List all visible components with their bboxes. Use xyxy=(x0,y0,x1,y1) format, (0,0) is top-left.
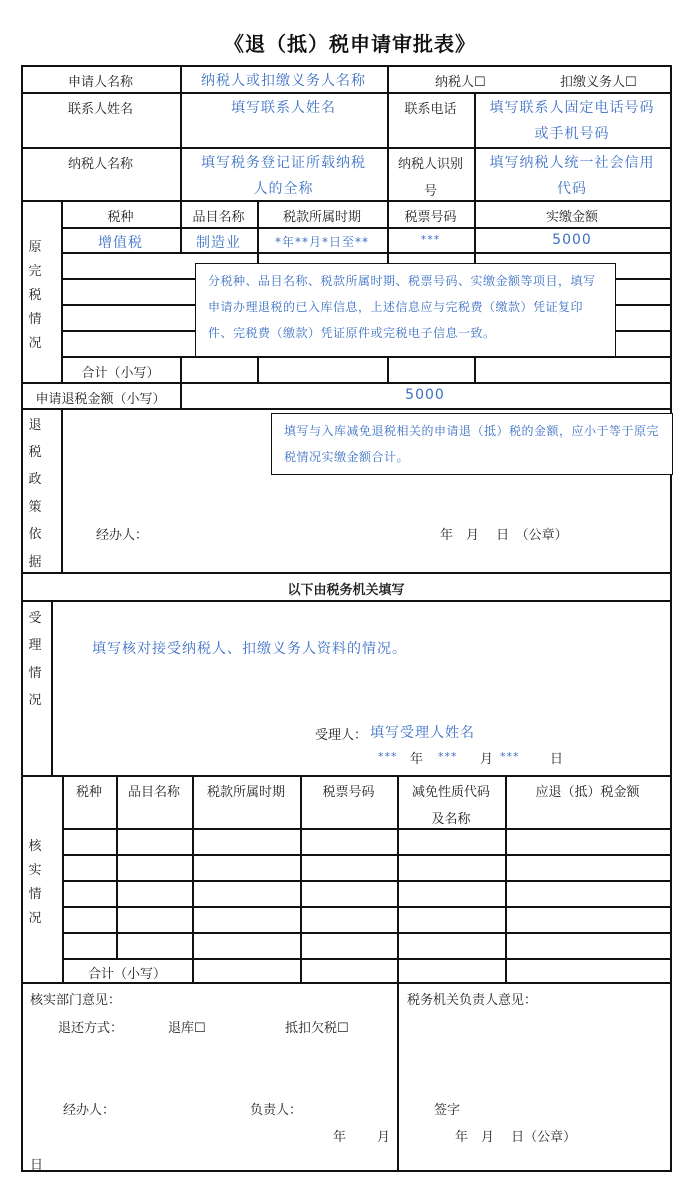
row1-ticket-number[interactable]: *** xyxy=(420,233,441,246)
dept-handler-label: 经办人： xyxy=(63,1103,116,1118)
section-char: 原 xyxy=(28,240,42,255)
applicant-name-field[interactable]: 纳税人或扣缴义务人名称 xyxy=(201,73,366,89)
head-opinion-label: 税务机关负责人意见： xyxy=(407,993,538,1008)
header-item-name: 品目名称 xyxy=(192,210,245,225)
section-char: 税 xyxy=(28,445,42,460)
date-year-label: 年 xyxy=(410,752,424,767)
v-header-exemption-code: 减免性质代码 xyxy=(411,785,490,800)
acceptance-note-field[interactable]: 填写核对接受纳税人、扣缴义务人资料的情况。 xyxy=(92,641,407,657)
row1-tax-period[interactable]: *年**月*日至** xyxy=(274,235,369,249)
original-total-label: 合计（小写） xyxy=(81,366,160,381)
contact-name-label: 联系人姓名 xyxy=(67,102,133,117)
dept-date-year: 年 xyxy=(333,1130,347,1145)
section-char: 情 xyxy=(28,312,42,327)
refund-amount-field[interactable]: 5000 xyxy=(405,387,445,403)
policy-date-stamp: 年 月 日 （公章） xyxy=(440,528,568,543)
section-char: 实 xyxy=(28,863,42,878)
dept-date-month: 月 xyxy=(377,1130,391,1145)
dept-opinion-label: 核实部门意见： xyxy=(30,993,122,1008)
taxpayer-id-line1: 填写纳税人统一社会信用 xyxy=(489,155,655,171)
section-char: 况 xyxy=(28,336,42,351)
date-day-value[interactable]: *** xyxy=(500,750,520,763)
dept-responsible-label: 负责人： xyxy=(250,1103,303,1118)
taxpayer-name-line1: 填写税务登记证所载纳税 xyxy=(201,155,366,171)
head-date-stamp: 年 月 日（公章） xyxy=(455,1130,577,1145)
v-header-exemption-code-2: 及名称 xyxy=(431,812,471,827)
v-header-tax-period: 税款所属时期 xyxy=(206,785,285,800)
offset-arrears-checkbox[interactable]: 抵扣欠税☐ xyxy=(285,1021,349,1036)
taxpayer-id-label-1: 纳税人识别 xyxy=(397,157,463,172)
original-tax-hint-callout: 分税种、品目名称、税款所属时期、税票号码、实缴金额等项目，填写申请办理退税的已入库信息，上述信息应与完税费（缴款）凭证复印件、完税费（缴款）凭证原件或完税电子信息一致。 xyxy=(195,263,616,357)
section-char: 受 xyxy=(28,611,42,626)
section-char: 退 xyxy=(28,418,42,433)
section-char: 况 xyxy=(28,693,42,708)
date-day-label: 日 xyxy=(550,752,564,767)
contact-name-field[interactable]: 填写联系人姓名 xyxy=(231,100,336,116)
form-title: 《退（抵）税申请审批表》 xyxy=(224,32,476,56)
section-char: 依 xyxy=(28,527,42,542)
date-year-value[interactable]: *** xyxy=(378,750,398,763)
refund-method-label: 退还方式： xyxy=(58,1021,124,1036)
v-header-ticket-number: 税票号码 xyxy=(322,785,375,800)
row1-paid-amount[interactable]: 5000 xyxy=(552,232,592,248)
section-char: 理 xyxy=(28,638,42,653)
applicant-name-label: 申请人名称 xyxy=(67,75,133,90)
row1-item-name[interactable]: 制造业 xyxy=(196,235,241,251)
tax-office-section-header: 以下由税务机关填写 xyxy=(287,583,405,598)
header-paid-amount: 实缴金额 xyxy=(545,210,598,225)
policy-hint-callout: 填写与入库减免退税相关的申请退（抵）税的金额，应小于等于原完税情况实缴金额合计。 xyxy=(271,413,673,475)
taxpayer-name-label: 纳税人名称 xyxy=(67,157,133,172)
v-header-refund-amount: 应退（抵）税金额 xyxy=(535,785,640,800)
receiver-label: 受理人： xyxy=(315,728,368,743)
section-char: 据 xyxy=(28,555,42,570)
section-char: 核 xyxy=(28,839,42,854)
contact-phone-line2: 或手机号码 xyxy=(534,126,610,142)
taxpayer-id-label-2: 号 xyxy=(423,184,437,199)
section-char: 策 xyxy=(28,500,42,515)
header-tax-period: 税款所属时期 xyxy=(282,210,361,225)
v-header-tax-type: 税种 xyxy=(75,785,102,800)
withholder-checkbox[interactable]: 扣缴义务人☐ xyxy=(560,75,637,90)
verification-total-label: 合计（小写） xyxy=(87,967,166,982)
date-month-label: 月 xyxy=(480,752,494,767)
taxpayer-name-line2: 人的全称 xyxy=(253,181,314,197)
section-char: 税 xyxy=(28,288,42,303)
section-char: 情 xyxy=(28,887,42,902)
section-char: 政 xyxy=(28,472,42,487)
v-header-item-name: 品目名称 xyxy=(127,785,180,800)
taxpayer-checkbox[interactable]: 纳税人☐ xyxy=(435,75,486,90)
refund-amount-label: 申请退税金额（小写） xyxy=(35,392,166,407)
contact-phone-label: 联系电话 xyxy=(404,102,457,117)
section-char: 情 xyxy=(28,666,42,681)
policy-handler-label: 经办人： xyxy=(96,528,149,543)
section-char: 完 xyxy=(28,264,42,279)
date-month-value[interactable]: *** xyxy=(438,750,458,763)
header-tax-type: 税种 xyxy=(107,210,134,225)
contact-phone-line1: 填写联系人固定电话号码 xyxy=(489,100,655,116)
refund-treasury-checkbox[interactable]: 退库☐ xyxy=(168,1021,206,1036)
taxpayer-id-line2: 代码 xyxy=(557,181,587,197)
head-sign-label: 签字 xyxy=(434,1103,461,1118)
row1-tax-type[interactable]: 增值税 xyxy=(98,235,143,251)
receiver-name-field[interactable]: 填写受理人姓名 xyxy=(370,725,475,741)
dept-date-day: 日 xyxy=(30,1158,44,1173)
section-char: 况 xyxy=(28,911,42,926)
header-ticket-number: 税票号码 xyxy=(404,210,457,225)
